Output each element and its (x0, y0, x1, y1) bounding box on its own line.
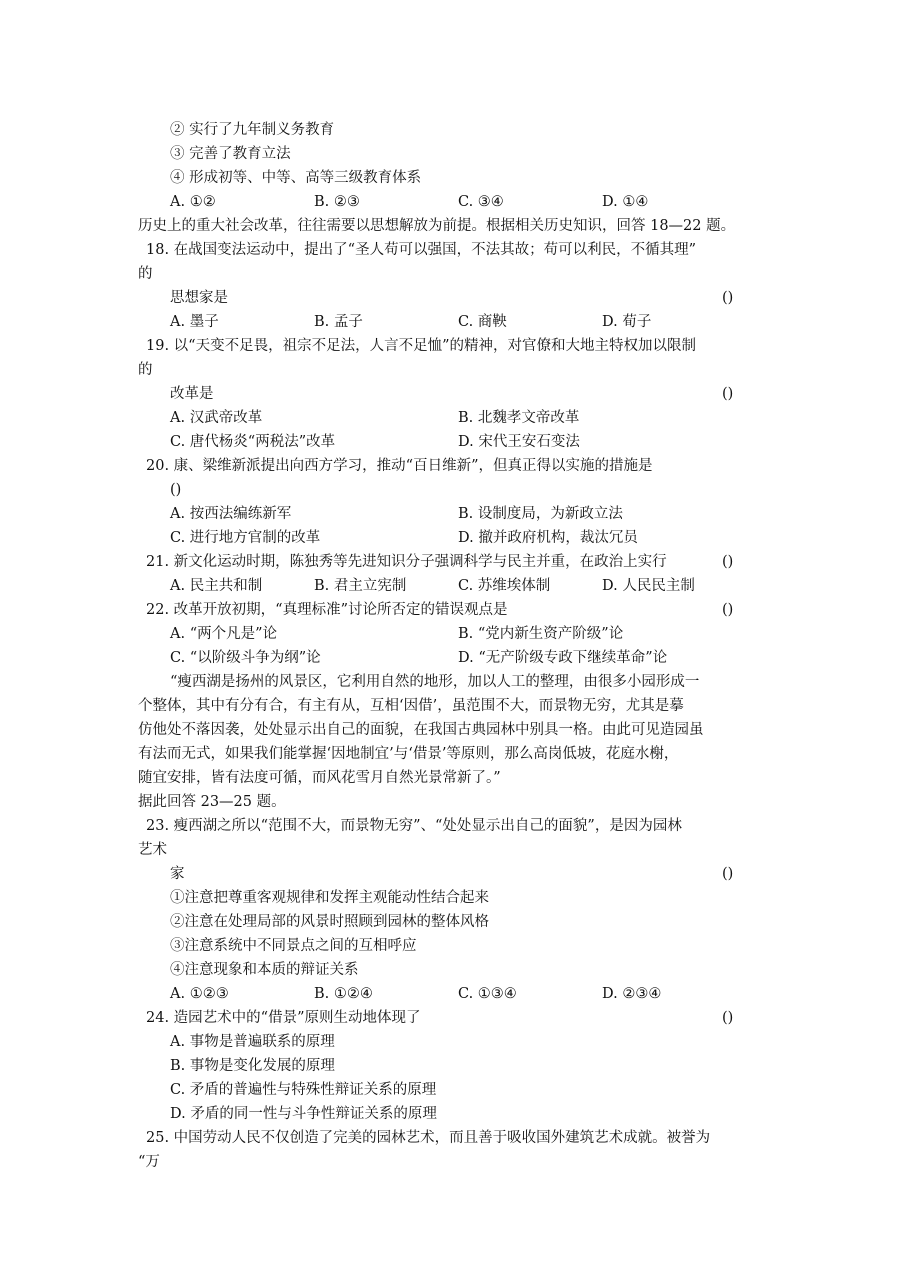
passage-line: 随宜安排，皆有法度可循，而风花雪月自然光景常新了。” (138, 770, 501, 786)
option-c: C. ①③④ (458, 986, 517, 1002)
question-18-stem: 思想家是 (170, 290, 228, 306)
question-25: 25. 中国劳动人民不仅创造了完美的园林艺术，而且善于吸收国外建筑艺术成就。被誉为 (146, 1130, 711, 1146)
option-b: B. “党内新生资产阶级”论 (458, 626, 624, 642)
answer-blank: () (722, 866, 734, 882)
answer-blank: () (722, 602, 734, 618)
list-item: ③ 完善了教育立法 (170, 146, 291, 162)
option-d: D. 矛盾的同一性与斗争性辩证关系的原理 (170, 1106, 437, 1122)
list-item: ②注意在处理局部的风景时照顾到园林的整体风格 (170, 914, 489, 930)
option-b: B. 北魏孝文帝改革 (458, 410, 580, 426)
list-item: ①注意把尊重客观规律和发挥主观能动性结合起来 (170, 890, 489, 906)
question-18-wrap: 的 (138, 266, 153, 282)
option-b: B. 事物是变化发展的原理 (170, 1058, 335, 1074)
question-19: 19. 以“天变不足畏，祖宗不足法，人言不足恤”的精神，对官僚和大地主特权加以限制 (146, 338, 696, 354)
question-23-wrap: 艺术 (138, 842, 167, 858)
option-a: A. 事物是普遍联系的原理 (170, 1034, 335, 1050)
option-a: A. ①② (170, 194, 216, 210)
question-21: 21. 新文化运动时期，陈独秀等先进知识分子强调科学与民主并重，在政治上实行 (146, 554, 667, 570)
option-d: D. ①④ (602, 194, 649, 210)
question-25-wrap: “万 (138, 1154, 160, 1170)
option-d: D. ②③④ (602, 986, 662, 1002)
question-24: 24. 造园艺术中的“借景”原则生动地体现了 (146, 1010, 421, 1026)
option-a: A. 汉武帝改革 (170, 410, 263, 426)
option-c: C. 进行地方官制的改革 (170, 530, 321, 546)
option-d: D. 宋代王安石变法 (458, 434, 580, 450)
question-19-stem: 改革是 (170, 386, 214, 402)
answer-blank: () (170, 482, 182, 498)
section-intro: 历史上的重大社会改革，往往需要以思想解放为前提。根据相关历史知识，回答 18—22 题。 (138, 218, 736, 234)
option-c: C. “以阶级斗争为纲”论 (170, 650, 321, 666)
option-d: D. 荀子 (602, 314, 652, 330)
passage-line: 个整体，其中有分有合，有主有从，互相‘因借’，虽范围不大，而景物无穷，尤其是摹 (138, 698, 684, 714)
answer-blank: () (722, 290, 734, 306)
option-c: C. 矛盾的普遍性与特殊性辩证关系的原理 (170, 1082, 437, 1098)
list-item: ④ 形成初等、中等、高等三级教育体系 (170, 170, 422, 186)
option-b: B. 君主立宪制 (314, 578, 407, 594)
question-18: 18. 在战国变法运动中，提出了“圣人苟可以强国，不法其故；苟可以利民，不循其理” (146, 242, 696, 258)
question-23: 23. 瘦西湖之所以“范围不大，而景物无穷”、“处处显示出自己的面貌”，是因为园林 (146, 818, 682, 834)
passage-line: 有法而无式，如果我们能掌握‘因地制宜’与‘借景’等原则，那么高岗低坡，花庭水榭， (138, 746, 679, 762)
option-c: C. 苏维埃体制 (458, 578, 551, 594)
passage-line: 仿他处不落因袭，处处显示出自己的面貌，在我国古典园林中别具一格。由此可见造园虽 (138, 722, 704, 738)
option-d: D. 撤并政府机构，裁汰冗员 (458, 530, 638, 546)
answer-blank: () (722, 554, 734, 570)
question-22: 22. 改革开放初期，“真理标准”讨论所否定的错误观点是 (146, 602, 508, 618)
option-b: B. ①②④ (314, 986, 373, 1002)
passage-line: “瘦西湖是扬州的风景区，它利用自然的地形，加以人工的整理，由很多小园形成一 (170, 674, 700, 690)
option-a: A. 按西法编练新军 (170, 506, 292, 522)
answer-blank: () (722, 1010, 734, 1026)
option-a: A. 民主共和制 (170, 578, 263, 594)
list-item: ② 实行了九年制义务教育 (170, 122, 335, 138)
option-a: A. 墨子 (170, 314, 219, 330)
option-b: B. ②③ (314, 194, 360, 210)
option-c: C. ③④ (458, 194, 504, 210)
option-c: C. 唐代杨炎“两税法”改革 (170, 434, 336, 450)
option-b: B. 孟子 (314, 314, 363, 330)
list-item: ④注意现象和本质的辩证关系 (170, 962, 359, 978)
question-20: 20. 康、梁维新派提出向西方学习，推动“百日维新”，但真正得以实施的措施是 (146, 458, 653, 474)
option-d: D. “无产阶级专政下继续革命”论 (458, 650, 668, 666)
list-item: ③注意系统中不同景点之间的互相呼应 (170, 938, 417, 954)
answer-blank: () (722, 386, 734, 402)
question-23-stem: 家 (170, 866, 185, 882)
option-b: B. 设制度局，为新政立法 (458, 506, 623, 522)
option-d: D. 人民民主制 (602, 578, 695, 594)
section-intro: 据此回答 23—25 题。 (138, 794, 286, 810)
option-c: C. 商鞅 (458, 314, 507, 330)
option-a: A. “两个凡是”论 (170, 626, 278, 642)
option-a: A. ①②③ (170, 986, 229, 1002)
question-19-wrap: 的 (138, 362, 153, 378)
